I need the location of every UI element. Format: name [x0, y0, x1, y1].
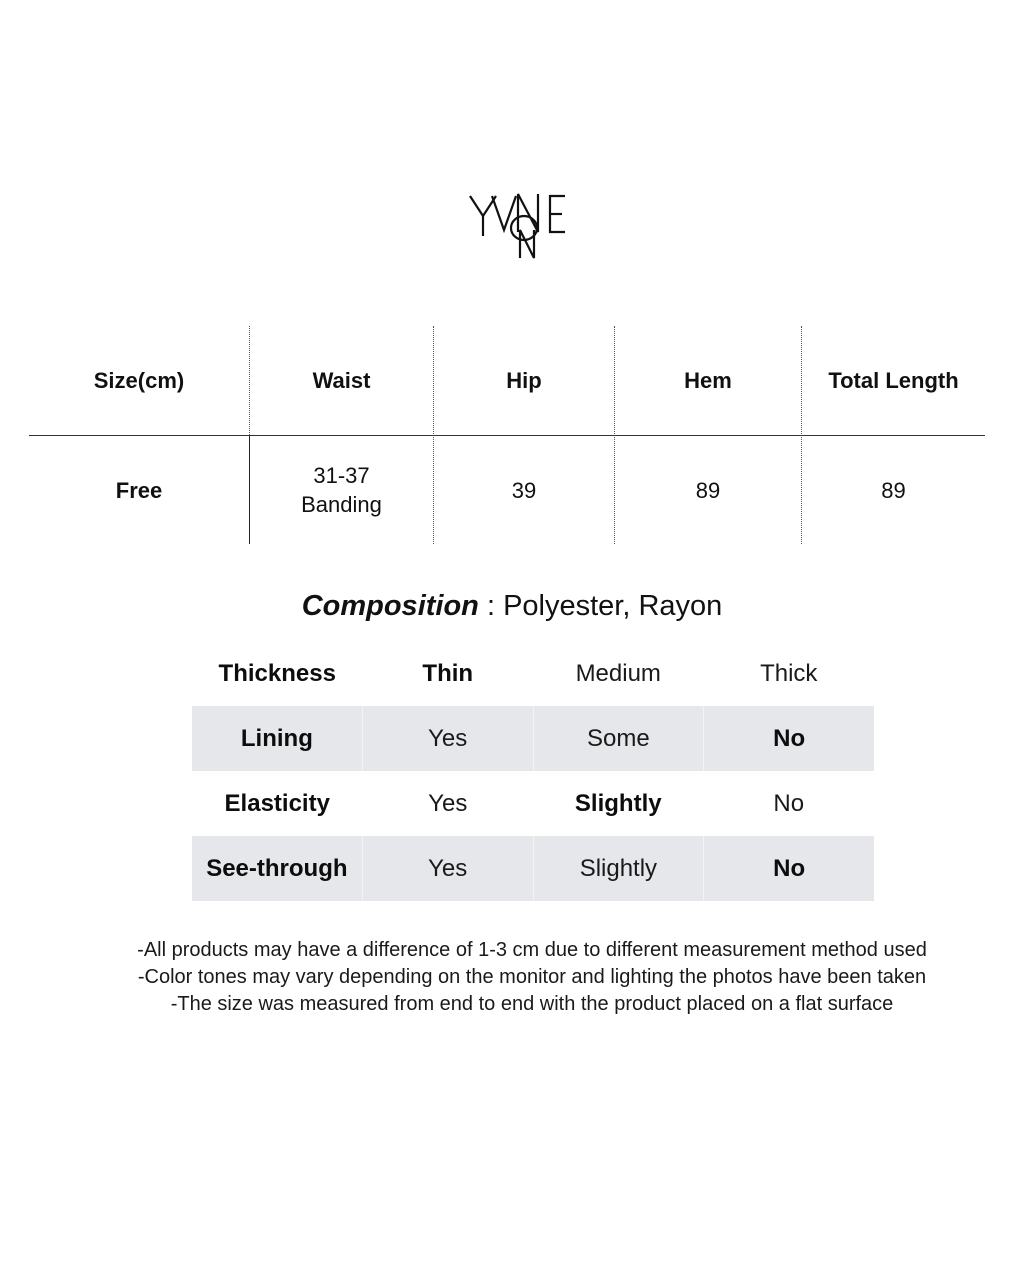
row-label: Thickness	[218, 659, 336, 687]
measurement-notes	[0, 937, 1024, 1018]
row-option-selected: No	[703, 836, 874, 901]
note-line: -All products may have a difference of 1-3 cm due to different measurement method used	[137, 939, 927, 961]
header-hip: Hip	[506, 367, 542, 393]
waist-range: 31-37	[313, 463, 370, 488]
waist-note: Banding	[301, 492, 382, 517]
composition-line	[0, 586, 1024, 626]
cell-hem-value: 89	[695, 477, 721, 503]
cell-size-value: Free	[115, 477, 163, 503]
row-option: No	[773, 789, 805, 817]
size-table	[29, 326, 985, 544]
note-line: -The size was measured from end to end with the product placed on a flat surface	[170, 993, 894, 1015]
composition-label: Composition	[301, 590, 479, 622]
cell-hip-value: 39	[511, 477, 537, 503]
row-option: Yes	[428, 789, 468, 817]
row-option: Some	[533, 706, 704, 771]
header-hem: Hem	[684, 367, 732, 393]
cell-total-length-value: 89	[881, 477, 906, 503]
row-option: Medium	[575, 659, 661, 687]
fabric-row-thickness	[192, 641, 874, 706]
row-option: Yes	[362, 836, 533, 901]
fabric-row-lining	[192, 706, 874, 771]
row-option-selected: No	[703, 706, 874, 771]
header-total-length: Total Length	[828, 367, 959, 393]
row-label: See-through	[192, 836, 362, 901]
row-option-selected: Thin	[422, 659, 474, 687]
row-option: Slightly	[533, 836, 704, 901]
row-label: Elasticity	[224, 789, 330, 817]
row-option: Thick	[760, 659, 818, 687]
brand-logo	[462, 180, 592, 266]
cell-waist-value	[250, 436, 433, 544]
fabric-row-elasticity	[192, 771, 874, 836]
fabric-row-see-through	[192, 836, 874, 901]
row-label: Lining	[192, 706, 362, 771]
composition-separator: :	[478, 590, 504, 622]
note-line: -Color tones may vary depending on the monitor and lighting the photos have been taken	[137, 966, 927, 988]
fabric-attributes-table	[192, 641, 874, 901]
row-option: Yes	[362, 706, 533, 771]
row-option-selected: Slightly	[574, 789, 662, 817]
composition-value: Polyester, Rayon	[503, 590, 723, 622]
header-size: Size(cm)	[93, 367, 185, 393]
header-waist: Waist	[312, 367, 371, 393]
